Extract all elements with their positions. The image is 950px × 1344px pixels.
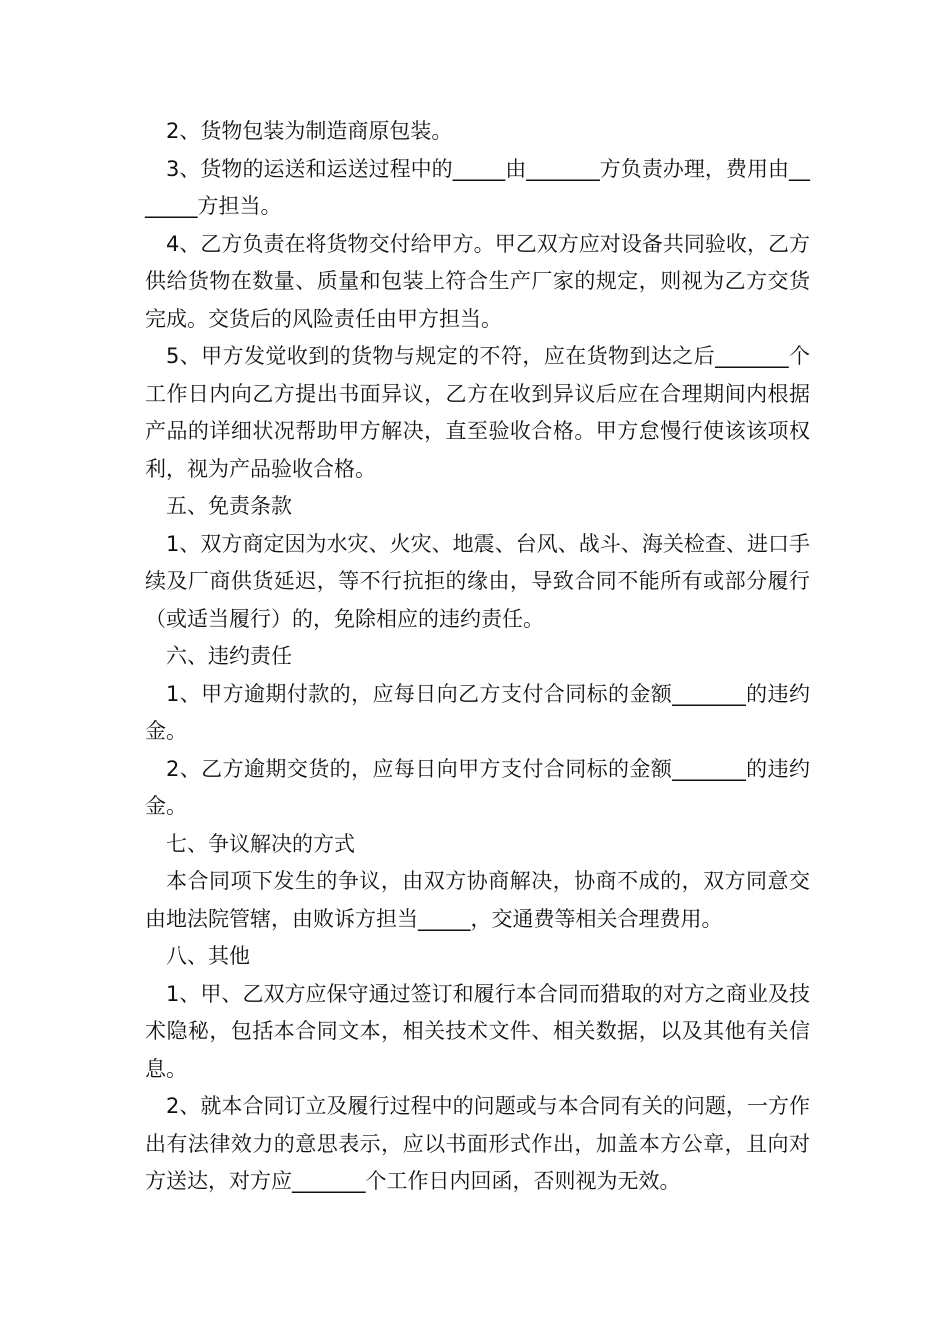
clause-written-notice: 2、就本合同订立及履行过程中的问题或与本合同有关的问题，一方作出有法律效力的意思表示，应以书面形式作出，加盖本方公章，且向对方送达，对方应_______个工作日内回函，否则视为无效。: [145, 1094, 810, 1193]
section-heading-exemption: 五、免责条款: [166, 494, 292, 518]
document-body: [145, 113, 810, 1201]
clause-dispute-resolution: 本合同项下发生的争议，由双方协商解决，协商不成的，双方同意交由地法院管辖，由败诉方担当_____，交通费等相关合理费用。: [145, 869, 810, 931]
clause-packaging: 2、货物包装为制造商原包装。: [166, 119, 453, 143]
clause-transport: 3、货物的运送和运送过程中的_____由_______方负责办理，费用由_______方担当。: [145, 156, 810, 218]
clause-objection: 5、甲方发觉收到的货物与规定的不符，应在货物到达之后_______个工作日内向乙方提出书面异议，乙方在收到异议后应在合理期间内根据产品的详细状况帮助甲方解决，直至验收合格。甲方怠慢行使该该项权利，视为产品验收合格。: [145, 344, 810, 481]
clause-late-delivery: 2、乙方逾期交货的，应每日向甲方支付合同标的金额_______的违约金。: [145, 756, 810, 818]
section-heading-other: 八、其他: [166, 944, 250, 968]
section-heading-liability: 六、违约责任: [166, 644, 292, 668]
clause-confidentiality: 1、甲、乙双方应保守通过签订和履行本合同而猎取的对方之商业及技术隐秘，包括本合同文本，相关技术文件、相关数据，以及其他有关信息。: [145, 981, 810, 1081]
section-heading-dispute: 七、争议解决的方式: [166, 831, 355, 856]
clause-late-payment: 1、甲方逾期付款的，应每日向乙方支付合同标的金额_______的违约金。: [145, 681, 810, 743]
clause-delivery-acceptance: 4、乙方负责在将货物交付给甲方。甲乙双方应对设备共同验收，乙方供给货物在数量、质量和包装上符合生产厂家的规定，则视为乙方交货完成。交货后的风险责任由甲方担当。: [145, 231, 810, 331]
clause-force-majeure: 1、双方商定因为水灾、火灾、地震、台风、战斗、海关检查、进口手续及厂商供货延迟，等不行抗拒的缘由，导致合同不能所有或部分履行（或适当履行）的，免除相应的违约责任。: [145, 531, 810, 631]
